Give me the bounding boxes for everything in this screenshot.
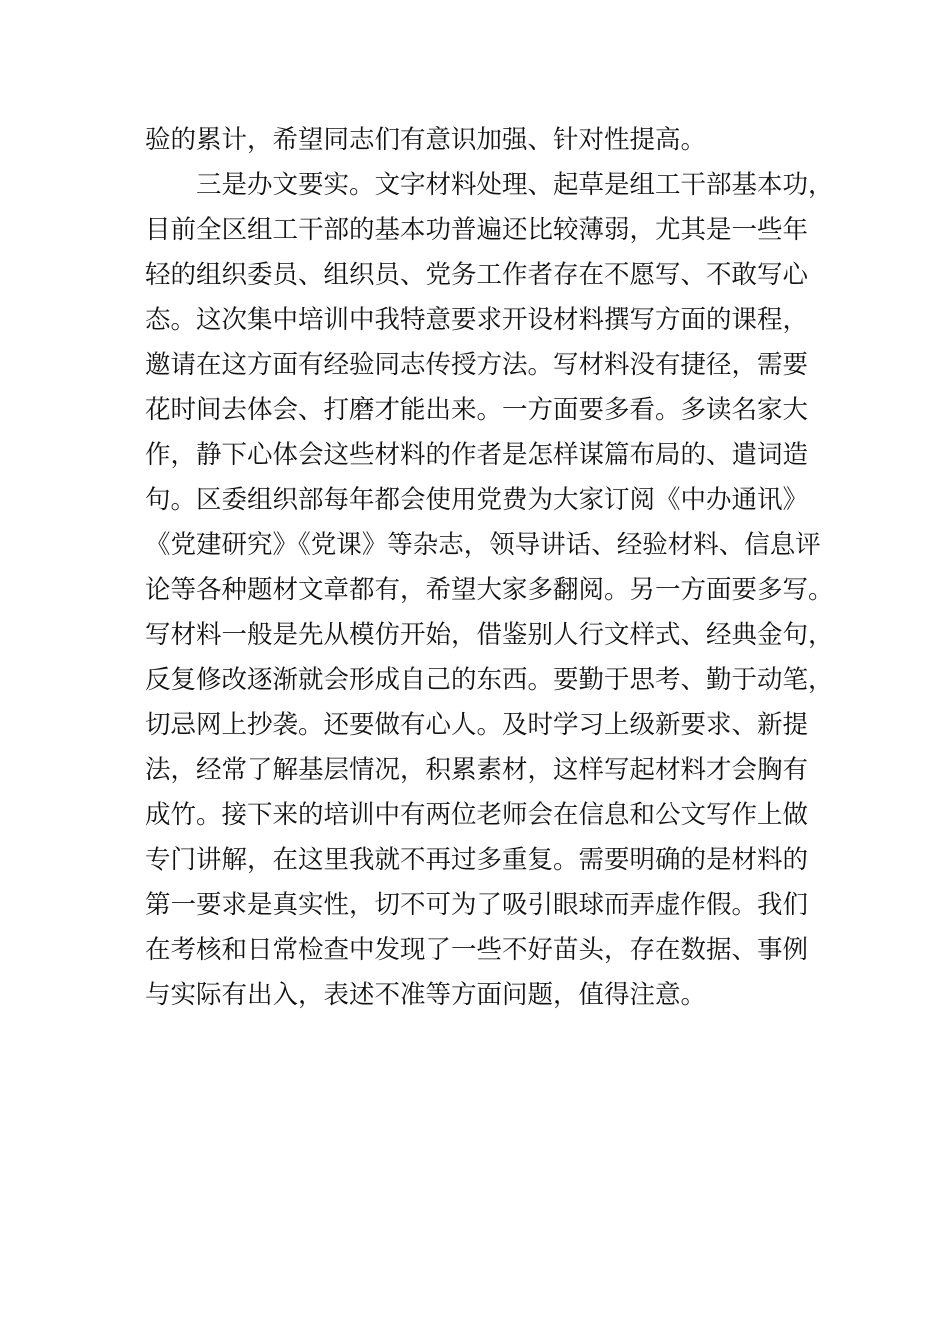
text-line: 写材料一般是先从模仿开始，借鉴别人行文样式、经典金句，	[145, 620, 834, 650]
text-line: 句。区委组织部每年都会使用党费为大家订阅《中办通讯》	[145, 485, 809, 515]
text-line: 成竹。接下来的培训中有两位老师会在信息和公文写作上做	[145, 800, 809, 830]
text-line: 邀请在这方面有经验同志传授方法。写材料没有捷径，需要	[145, 350, 809, 380]
text-line: 切忌网上抄袭。还要做有心人。及时学习上级新要求、新提	[145, 710, 809, 740]
text-line: 论等各种题材文章都有，希望大家多翻阅。另一方面要多写。	[145, 575, 834, 605]
text-line: 验的累计，希望同志们有意识加强、针对性提高。	[145, 125, 707, 155]
text-line: 第一要求是真实性，切不可为了吸引眼球而弄虚作假。我们	[145, 890, 809, 920]
text-line: 花时间去体会、打磨才能出来。一方面要多看。多读名家大	[145, 395, 809, 425]
text-line: 在考核和日常检查中发现了一些不好苗头，存在数据、事例	[145, 935, 809, 965]
body-text	[145, 118, 834, 1018]
text-line: 与实际有出入，表述不准等方面问题，值得注意。	[145, 980, 707, 1010]
paragraph-first-line: 三是办文要实。文字材料处理、起草是组工干部基本功，	[196, 170, 834, 200]
text-line: 专门讲解，在这里我就不再过多重复。需要明确的是材料的	[145, 845, 809, 875]
text-line: 《党建研究》《党课》等杂志，领导讲话、经验材料、信息评	[145, 530, 821, 560]
text-line: 态。这次集中培训中我特意要求开设材料撰写方面的课程，	[145, 305, 809, 335]
text-line: 作，静下心体会这些材料的作者是怎样谋篇布局的、遣词造	[145, 440, 809, 470]
text-line: 反复修改逐渐就会形成自己的东西。要勤于思考、勤于动笔，	[145, 665, 834, 695]
text-line: 法，经常了解基层情况，积累素材，这样写起材料才会胸有	[145, 755, 809, 785]
text-line: 轻的组织委员、组织员、党务工作者存在不愿写、不敢写心	[145, 260, 809, 290]
text-line: 目前全区组工干部的基本功普遍还比较薄弱，尤其是一些年	[145, 215, 809, 245]
